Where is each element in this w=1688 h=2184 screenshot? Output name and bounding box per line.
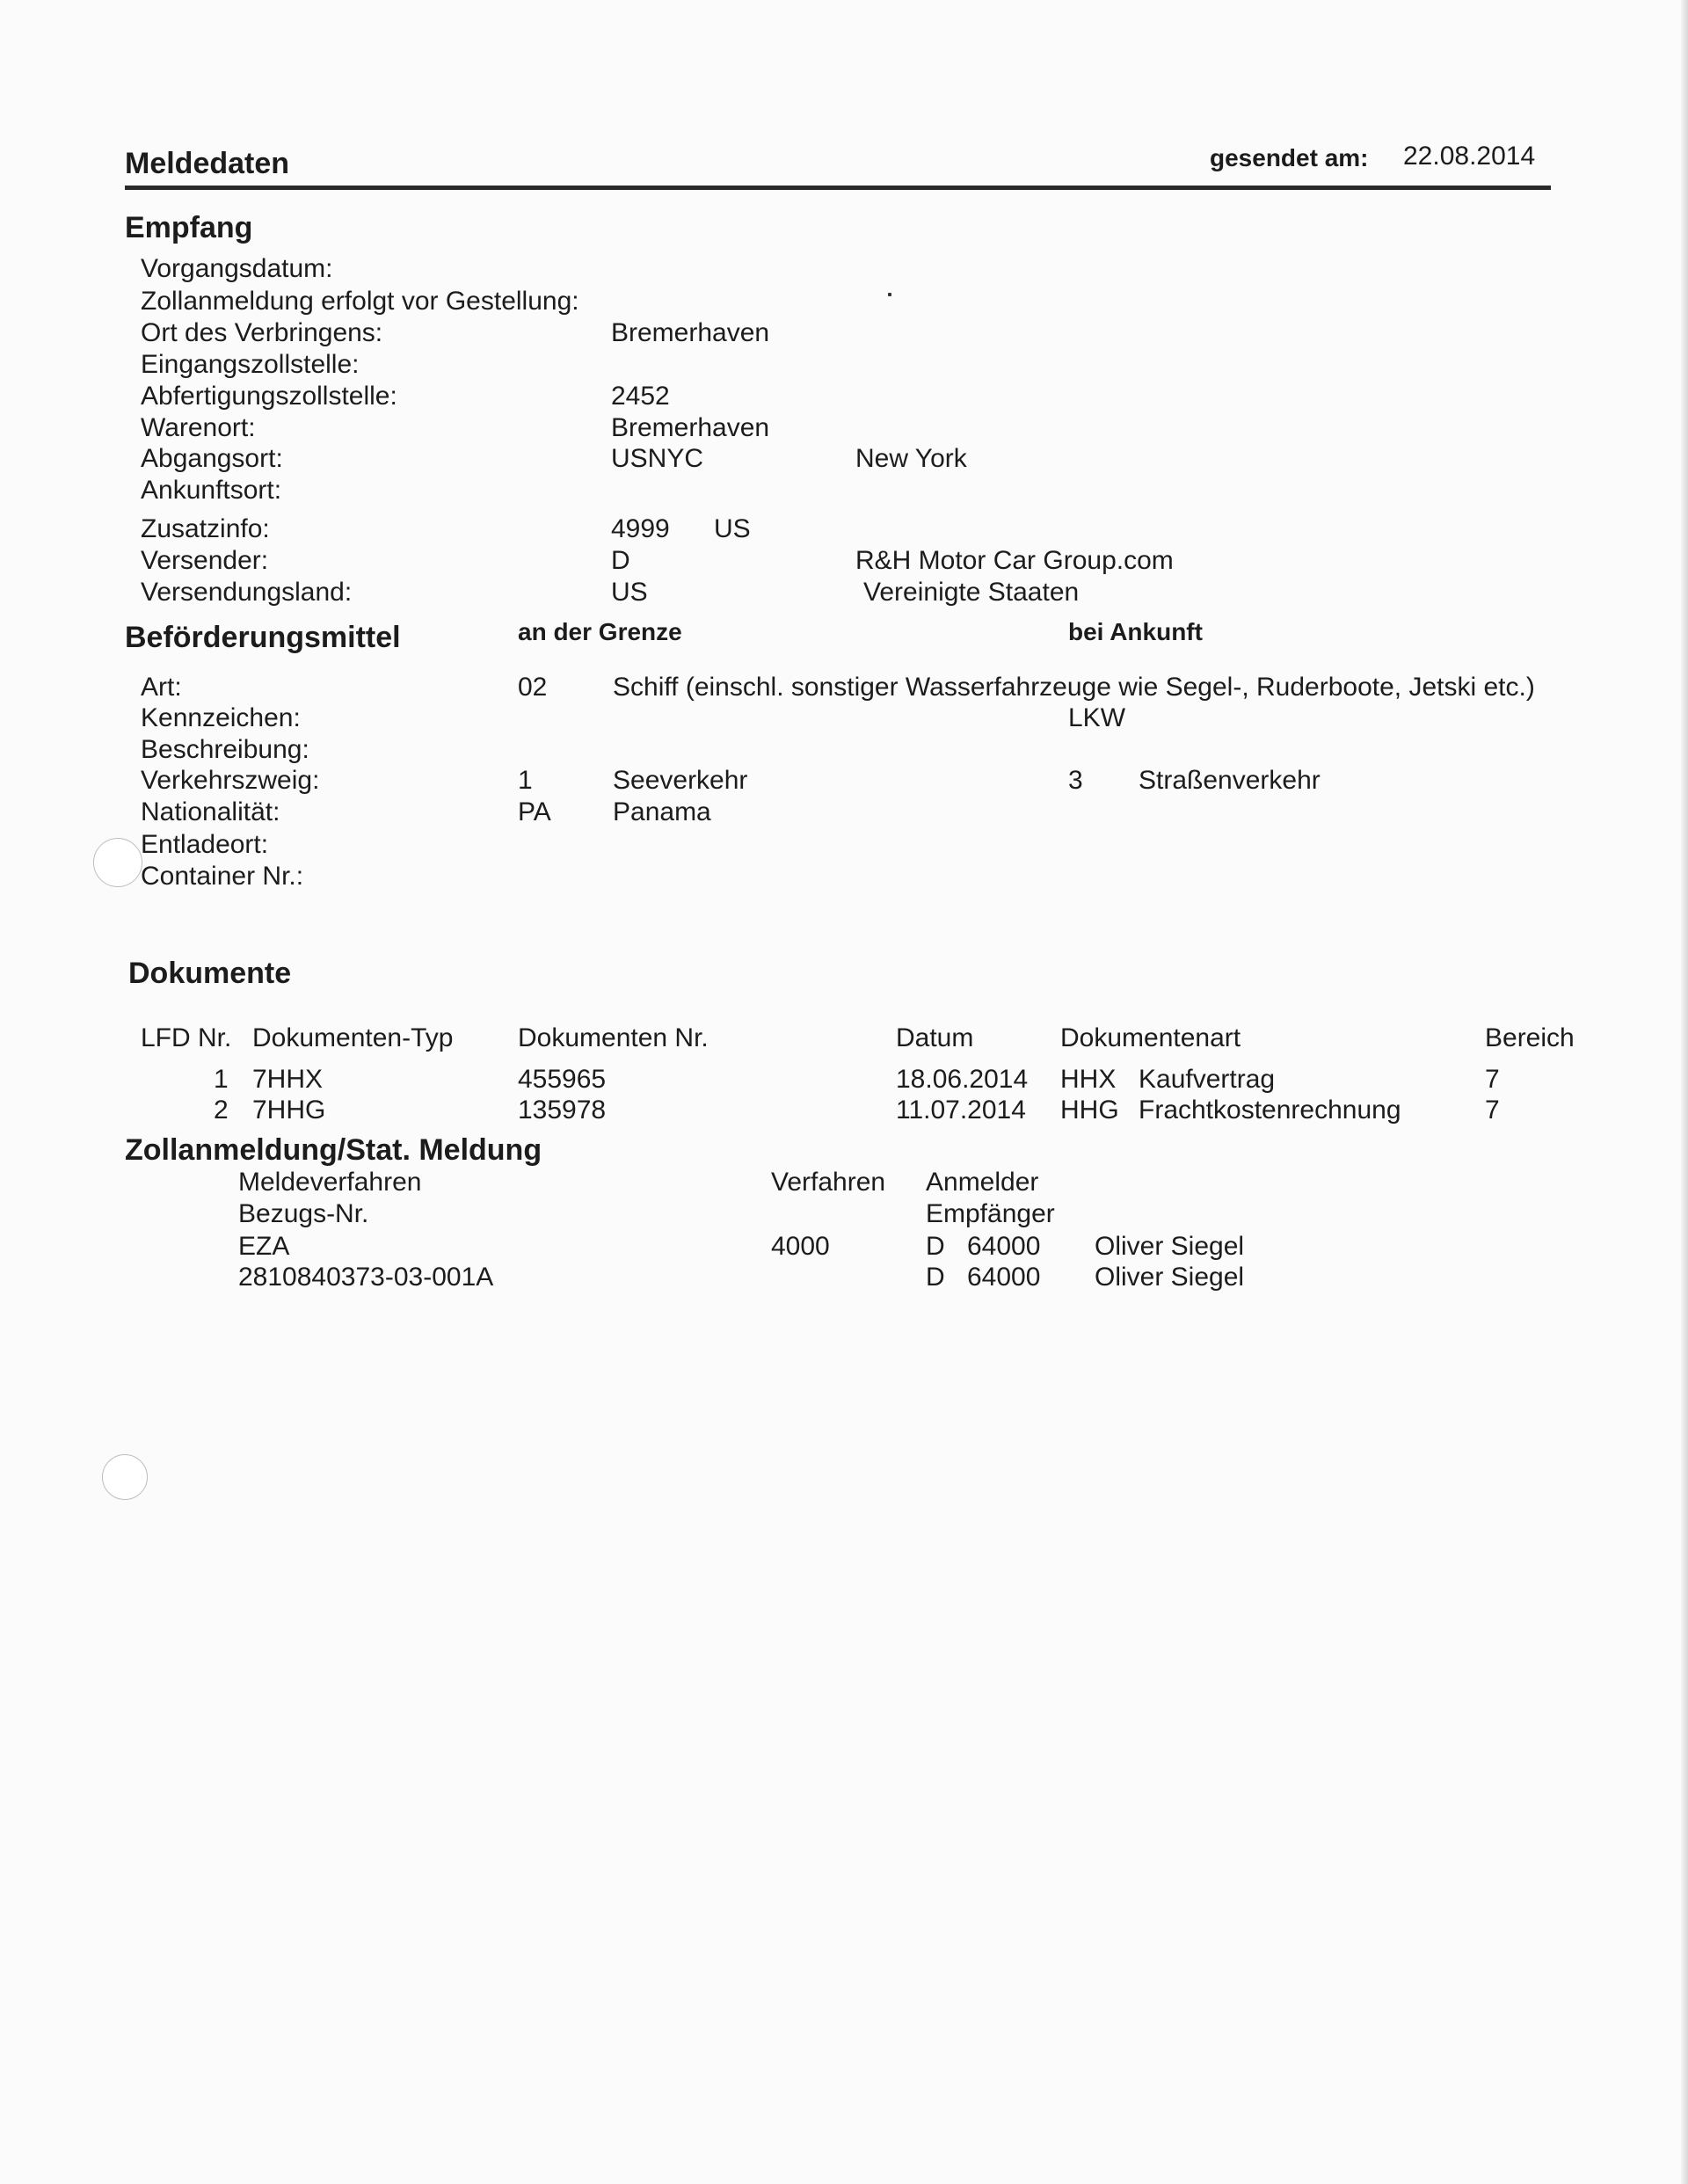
- row-dokumenten-nr: 135978: [518, 1096, 607, 1125]
- section-heading-befoerderungsmittel: Beförderungsmittel: [125, 621, 401, 654]
- label-abfertigungszollstelle: Abfertigungszollstelle:: [141, 382, 397, 411]
- value-art-text: Schiff (einschl. sonstiger Wasserfahrzeuge wie Segel-, Ruderboote, Jetski etc.): [613, 673, 1535, 702]
- value-verkehrszweig-grenze-code: 1: [518, 766, 533, 795]
- row-bereich: 7: [1485, 1096, 1500, 1125]
- column-header-an-der-grenze: an der Grenze: [518, 618, 682, 645]
- value-abgangsort-name: New York: [855, 444, 967, 473]
- column-header-dokumentenart: Dokumentenart: [1060, 1023, 1241, 1052]
- column-header-dokumenten-typ: Dokumenten-Typ: [252, 1023, 454, 1052]
- row-dokumentenart-code: HHG: [1060, 1096, 1119, 1125]
- label-nationalitaet: Nationalität:: [141, 797, 280, 826]
- value-kennzeichen-ankunft: LKW: [1068, 703, 1126, 732]
- row-lfd-nr: 2: [214, 1096, 229, 1125]
- value-empfaenger-name: Oliver Siegel: [1095, 1263, 1245, 1292]
- label-zusatzinfo: Zusatzinfo:: [141, 514, 270, 543]
- value-meldeverfahren: EZA: [238, 1232, 290, 1261]
- value-empfaenger-plz: 64000: [967, 1263, 1041, 1292]
- value-verkehrszweig-grenze-text: Seeverkehr: [613, 766, 748, 795]
- column-header-bereich: Bereich: [1485, 1023, 1575, 1052]
- label-eingangszollstelle: Eingangszollstelle:: [141, 350, 360, 379]
- value-empfaenger-country: D: [926, 1263, 945, 1292]
- label-empfaenger: Empfänger: [926, 1199, 1055, 1228]
- row-dokumentenart-code: HHX: [1060, 1065, 1117, 1094]
- label-meldeverfahren: Meldeverfahren: [238, 1168, 422, 1197]
- row-lfd-nr: 1: [214, 1065, 229, 1094]
- value-bezugs-nr: 2810840373-03-001A: [238, 1263, 494, 1292]
- label-ankunftsort: Ankunftsort:: [141, 476, 282, 505]
- section-heading-dokumente: Dokumente: [128, 957, 292, 990]
- row-dokumenten-typ: 7HHX: [252, 1065, 324, 1094]
- value-art-code: 02: [518, 673, 548, 702]
- label-verkehrszweig: Verkehrszweig:: [141, 766, 320, 795]
- value-zusatzinfo-code: 4999: [611, 514, 670, 543]
- document-title: Meldedaten: [125, 147, 290, 180]
- value-nationalitaet-text: Panama: [613, 797, 711, 826]
- label-entladeort: Entladeort:: [141, 830, 269, 859]
- header-rule: [125, 186, 1551, 190]
- value-versender-name: R&H Motor Car Group.com: [855, 546, 1174, 575]
- punch-hole-lower: [102, 1454, 148, 1500]
- row-dokumentenart-text: Frachtkostenrechnung: [1139, 1096, 1401, 1125]
- label-bezugs-nr: Bezugs-Nr.: [238, 1199, 369, 1228]
- label-zollanmeldung-vor-gestellung: Zollanmeldung erfolgt vor Gestellung:: [141, 287, 579, 316]
- row-datum: 18.06.2014: [896, 1065, 1029, 1094]
- punch-hole-upper: [93, 838, 142, 887]
- value-versendungsland-code: US: [611, 578, 648, 607]
- value-verkehrszweig-ankunft-code: 3: [1068, 766, 1083, 795]
- label-kennzeichen: Kennzeichen:: [141, 703, 301, 732]
- value-nationalitaet-code: PA: [518, 797, 551, 826]
- row-datum: 11.07.2014: [896, 1096, 1026, 1125]
- value-anmelder-plz: 64000: [967, 1232, 1041, 1261]
- label-versendungsland: Versendungsland:: [141, 578, 353, 607]
- value-verkehrszweig-ankunft-text: Straßenverkehr: [1139, 766, 1321, 795]
- label-container-nr: Container Nr.:: [141, 862, 304, 891]
- row-dokumentenart-text: Kaufvertrag: [1139, 1065, 1276, 1094]
- column-header-bei-ankunft: bei Ankunft: [1068, 618, 1203, 645]
- row-dokumenten-nr: 455965: [518, 1065, 607, 1094]
- value-zusatzinfo-country: US: [714, 514, 751, 543]
- section-heading-empfang: Empfang: [125, 211, 253, 244]
- label-verfahren: Verfahren: [771, 1168, 886, 1197]
- page-edge-shadow: [1681, 0, 1688, 2184]
- column-header-lfd-nr: LFD Nr.: [141, 1023, 232, 1052]
- column-header-dokumenten-nr: Dokumenten Nr.: [518, 1023, 709, 1052]
- label-abgangsort: Abgangsort:: [141, 444, 283, 473]
- row-dokumenten-typ: 7HHG: [252, 1096, 326, 1125]
- value-anmelder-name: Oliver Siegel: [1095, 1232, 1245, 1261]
- label-ort-des-verbringens: Ort des Verbringens:: [141, 318, 383, 347]
- label-beschreibung: Beschreibung:: [141, 735, 309, 764]
- value-abfertigungszollstelle: 2452: [611, 382, 670, 411]
- scan-speck: [888, 293, 891, 296]
- value-verfahren: 4000: [771, 1232, 830, 1261]
- sent-label: gesendet am:: [1210, 144, 1369, 171]
- label-warenort: Warenort:: [141, 413, 256, 442]
- label-versender: Versender:: [141, 546, 269, 575]
- value-warenort: Bremerhaven: [611, 413, 770, 442]
- sent-date: 22.08.2014: [1403, 142, 1536, 171]
- label-vorgangsdatum: Vorgangsdatum:: [141, 254, 333, 283]
- value-versendungsland-name: Vereinigte Staaten: [863, 578, 1080, 607]
- value-anmelder-country: D: [926, 1232, 945, 1261]
- label-anmelder: Anmelder: [926, 1168, 1039, 1197]
- value-versender-code: D: [611, 546, 630, 575]
- value-ort-des-verbringens: Bremerhaven: [611, 318, 770, 347]
- column-header-datum: Datum: [896, 1023, 974, 1052]
- value-abgangsort-code: USNYC: [611, 444, 704, 473]
- section-heading-zollanmeldung: Zollanmeldung/Stat. Meldung: [125, 1133, 542, 1167]
- label-art: Art:: [141, 673, 182, 702]
- row-bereich: 7: [1485, 1065, 1500, 1094]
